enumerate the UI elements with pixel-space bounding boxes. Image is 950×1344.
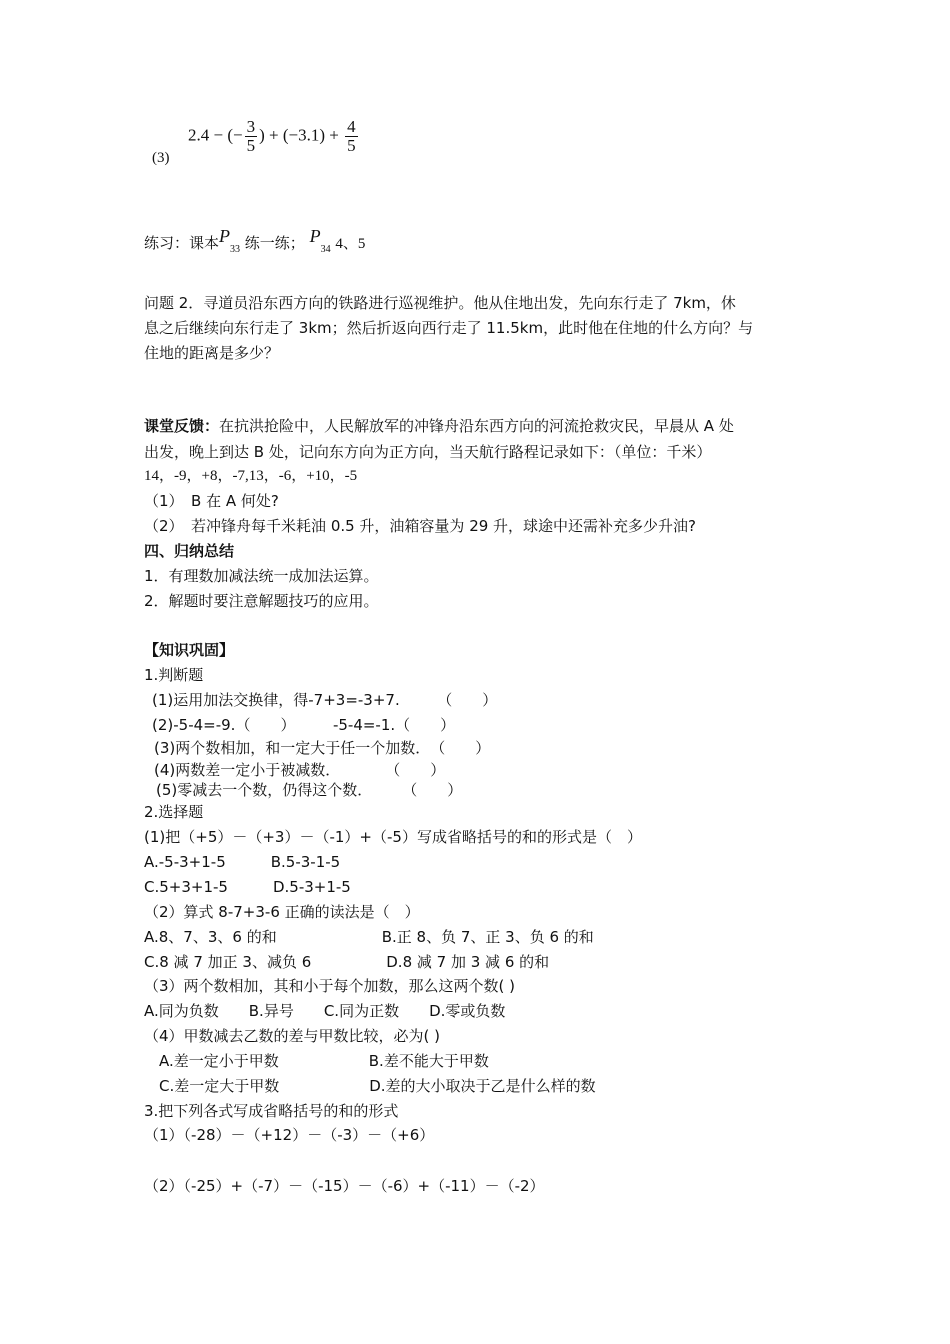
choice-title: 2.选择题 <box>144 803 204 821</box>
choice-item: C.8 减 7 加正 3、减负 6 D.8 减 7 加 3 减 6 的和 <box>144 953 550 971</box>
expr-op: − <box>213 125 224 145</box>
judge-title: 1.判断题 <box>144 666 204 684</box>
problem2-line: 息之后继续向东行走了 3km；然后折返向西行走了 11.5km，此时他在住地的什么方向？与 <box>144 319 754 337</box>
fraction-numerator: 3 <box>246 117 256 136</box>
feedback-question: （2） 若冲锋舟每千米耗油 0.5 升，油箱容量为 29 升，球途中还需补充多少升油? <box>144 517 697 535</box>
practice-line <box>144 226 365 260</box>
problem2-line: 住地的距离是多少？ <box>144 344 280 362</box>
fraction <box>345 118 358 155</box>
choice-item: （2）算式 8-7+3-6 正确的读法是（ ） <box>144 903 420 921</box>
fraction-numerator: 4 <box>347 117 356 136</box>
judge-item: (3)两个数相加，和一定大于任一个加数． （ ） <box>154 739 491 757</box>
consolidation-heading: 【知识巩固】 <box>144 641 235 659</box>
choice-item: （3）两个数相加，其和小于每个加数，那么这两个数( ) <box>144 977 516 995</box>
fraction-denominator: 5 <box>347 136 356 155</box>
choice-item: A.-5-3+1-5 B.5-3-1-5 <box>144 853 341 871</box>
practice-suffix: 4、5 <box>335 236 366 252</box>
summary-item: 1．有理数加减法统一成加法运算。 <box>144 567 379 585</box>
write-title: 3.把下列各式写成省略括号的和的形式 <box>144 1102 399 1120</box>
feedback-line <box>144 416 734 436</box>
write-item: （2）（-25）+（-7）－（-15）－（-6）+（-11）－（-2） <box>144 1177 545 1195</box>
summary-item: 2．解题时要注意解题技巧的应用。 <box>144 592 379 610</box>
choice-item: C.5+3+1-5 D.5-3+1-5 <box>144 878 351 896</box>
practice-prefix: 练习：课本 <box>144 234 220 252</box>
page-ref-var: P <box>309 226 321 246</box>
choice-item: A.8、7、3、6 的和 B.正 8、负 7、正 3、负 6 的和 <box>144 928 594 946</box>
choice-item: A.差一定小于甲数 B.差不能大于甲数 <box>144 1052 489 1070</box>
page-ref-sub: 34 <box>320 244 331 255</box>
feedback-line: 出发，晚上到达 B 处，记向东方向为正方向，当天航行路程记录如下：（单位：千米） <box>144 443 712 461</box>
summary-heading: 四、归纳总结 <box>144 542 235 560</box>
practice-mid: 练一练； <box>244 234 305 252</box>
choice-item: (1)把（+5）－（+3）－（-1）+（-5）写成省略括号的和的形式是（ ） <box>144 828 642 846</box>
problem2-line: 问题 2．寻道员沿东西方向的铁路进行巡视维护。他从住地出发，先向东行走了 7km，休 <box>144 294 736 312</box>
feedback-text: 在抗洪抢险中，人民解放军的冲锋舟沿东西方向的河流抢救灾民，早晨从 A 处 <box>219 417 734 435</box>
judge-item: (1)运用加法交换律，得-7+3=-3+7. （ ） <box>152 691 498 709</box>
judge-item: (5)零减去一个数，仍得这个数． （ ） <box>156 781 463 799</box>
expr-op: + <box>269 125 279 145</box>
choice-item: A.同为负数 B.异号 C.同为正数 D.零或负数 <box>144 1002 506 1020</box>
choice-item: （4）甲数减去乙数的差与甲数比较，必为( ) <box>144 1027 441 1045</box>
page-ref-sub: 33 <box>230 244 241 255</box>
write-item: （1）（-28）－（+12）－（-3）－（+6） <box>144 1126 435 1144</box>
page-ref-var: P <box>219 226 231 246</box>
feedback-question: （1） B 在 A 何处? <box>144 492 279 510</box>
expr-paren: (− <box>227 125 243 145</box>
fraction-denominator: 5 <box>246 136 256 155</box>
expr-label: (3) <box>152 150 170 166</box>
fraction <box>245 118 258 155</box>
expr-paren: ) <box>259 125 265 145</box>
expression-3 <box>188 118 360 155</box>
feedback-data: 14，-9，+8，-7,13，-6，+10，-5 <box>144 468 358 484</box>
expr-term-mid: (−3.1) <box>282 125 326 145</box>
choice-item: C.差一定大于甲数 D.差的大小取决于乙是什么样的数 <box>144 1077 596 1095</box>
judge-item: (2)-5-4=-9.（ ） -5-4=-1.（ ） <box>152 716 456 734</box>
expr-op: + <box>329 125 339 145</box>
expr-term-a: 2.4 <box>188 125 210 145</box>
judge-item: (4)两数差一定小于被减数． （ ） <box>154 761 446 779</box>
feedback-heading: 课堂反馈： <box>144 417 220 435</box>
